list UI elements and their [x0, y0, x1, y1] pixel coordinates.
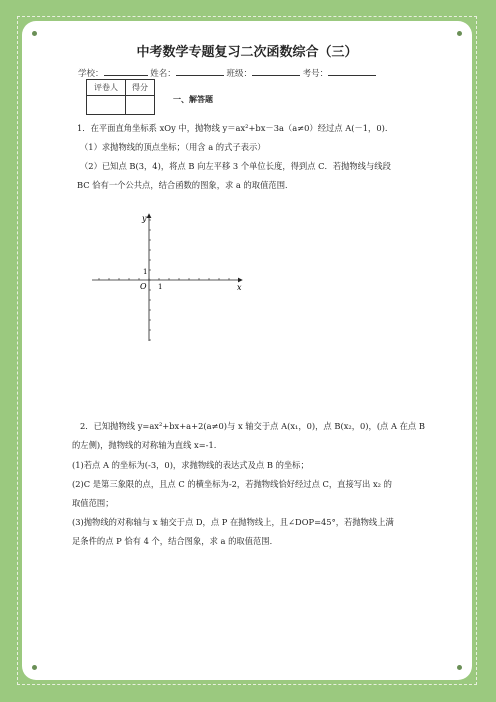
problem1-line1: 1．在平面直角坐标系 xOy 中，抛物线 y＝ax²+bx－3a（a≠0）经过点 A(－1，0). — [77, 123, 388, 133]
y-unit-label: 1 — [143, 268, 148, 276]
problem2-line4: (2)C 是第三象限的点，且点 C 的横坐标为-2，若抛物线恰好经过点 C，直接写出 x₂ 的 — [72, 479, 392, 489]
problem1-line2: （1）求抛物线的顶点坐标；（用含 a 的式子表示） — [80, 142, 266, 152]
corner-dot — [32, 31, 37, 36]
y-axis-label: y — [142, 214, 147, 223]
x-unit-label: 1 — [158, 283, 163, 291]
page-title: 中考数学专题复习二次函数综合（三） — [136, 45, 358, 60]
problem2-line7: 足条件的点 P 恰有 4 个，结合图象，求 a 的取值范围． — [72, 536, 278, 546]
score-cell[interactable] — [126, 96, 155, 115]
grader-header: 评卷人 — [87, 80, 126, 96]
score-table — [86, 79, 155, 115]
score-header: 得分 — [126, 80, 155, 96]
corner-dot — [457, 31, 462, 36]
origin-label: O — [140, 282, 147, 291]
class-blank[interactable] — [252, 66, 300, 76]
name-label: 姓名： — [150, 69, 176, 79]
problem2-line3: (1)若点 A 的坐标为(-3，0)，求抛物线的表达式及点 B 的坐标； — [72, 460, 309, 470]
problem1-line3: （2）已知点 B(3，4)，将点 B 向左平移 3 个单位长度，得到点 C．若抛物线与线段 — [80, 161, 391, 171]
grader-cell[interactable] — [87, 96, 126, 115]
school-blank[interactable] — [104, 66, 148, 76]
school-label: 学校： — [78, 69, 104, 79]
problem2-line1: 2．已知抛物线 y=ax²+bx+a+2(a≠0)与 x 轴交于点 A(x₁，0)，点 B(x₂，0)，(点 A 在点 B — [80, 421, 425, 431]
problem2-line5: 取值范围； — [72, 498, 114, 508]
worksheet-page — [22, 21, 472, 680]
section-heading: 一、解答题 — [173, 95, 213, 104]
coordinate-grid — [92, 211, 252, 341]
name-blank[interactable] — [176, 66, 224, 76]
class-label: 班级： — [226, 69, 252, 79]
problem2-line6: (3)抛物线的对称轴与 x 轴交于点 D，点 P 在抛物线上，且∠DOP=45°，若抛物线上满 — [72, 517, 394, 527]
exam-no-label: 考号： — [302, 69, 329, 79]
x-axis-label: x — [237, 283, 242, 292]
problem2-line2: 的左侧)，抛物线的对称轴为直线 x=-1. — [72, 440, 217, 450]
exam-no-blank[interactable] — [328, 66, 376, 76]
problem1-line4: BC 恰有一个公共点，结合函数的图象，求 a 的取值范围． — [77, 180, 294, 190]
corner-dot — [32, 665, 37, 670]
corner-dot — [457, 665, 462, 670]
student-info-row — [78, 66, 376, 79]
